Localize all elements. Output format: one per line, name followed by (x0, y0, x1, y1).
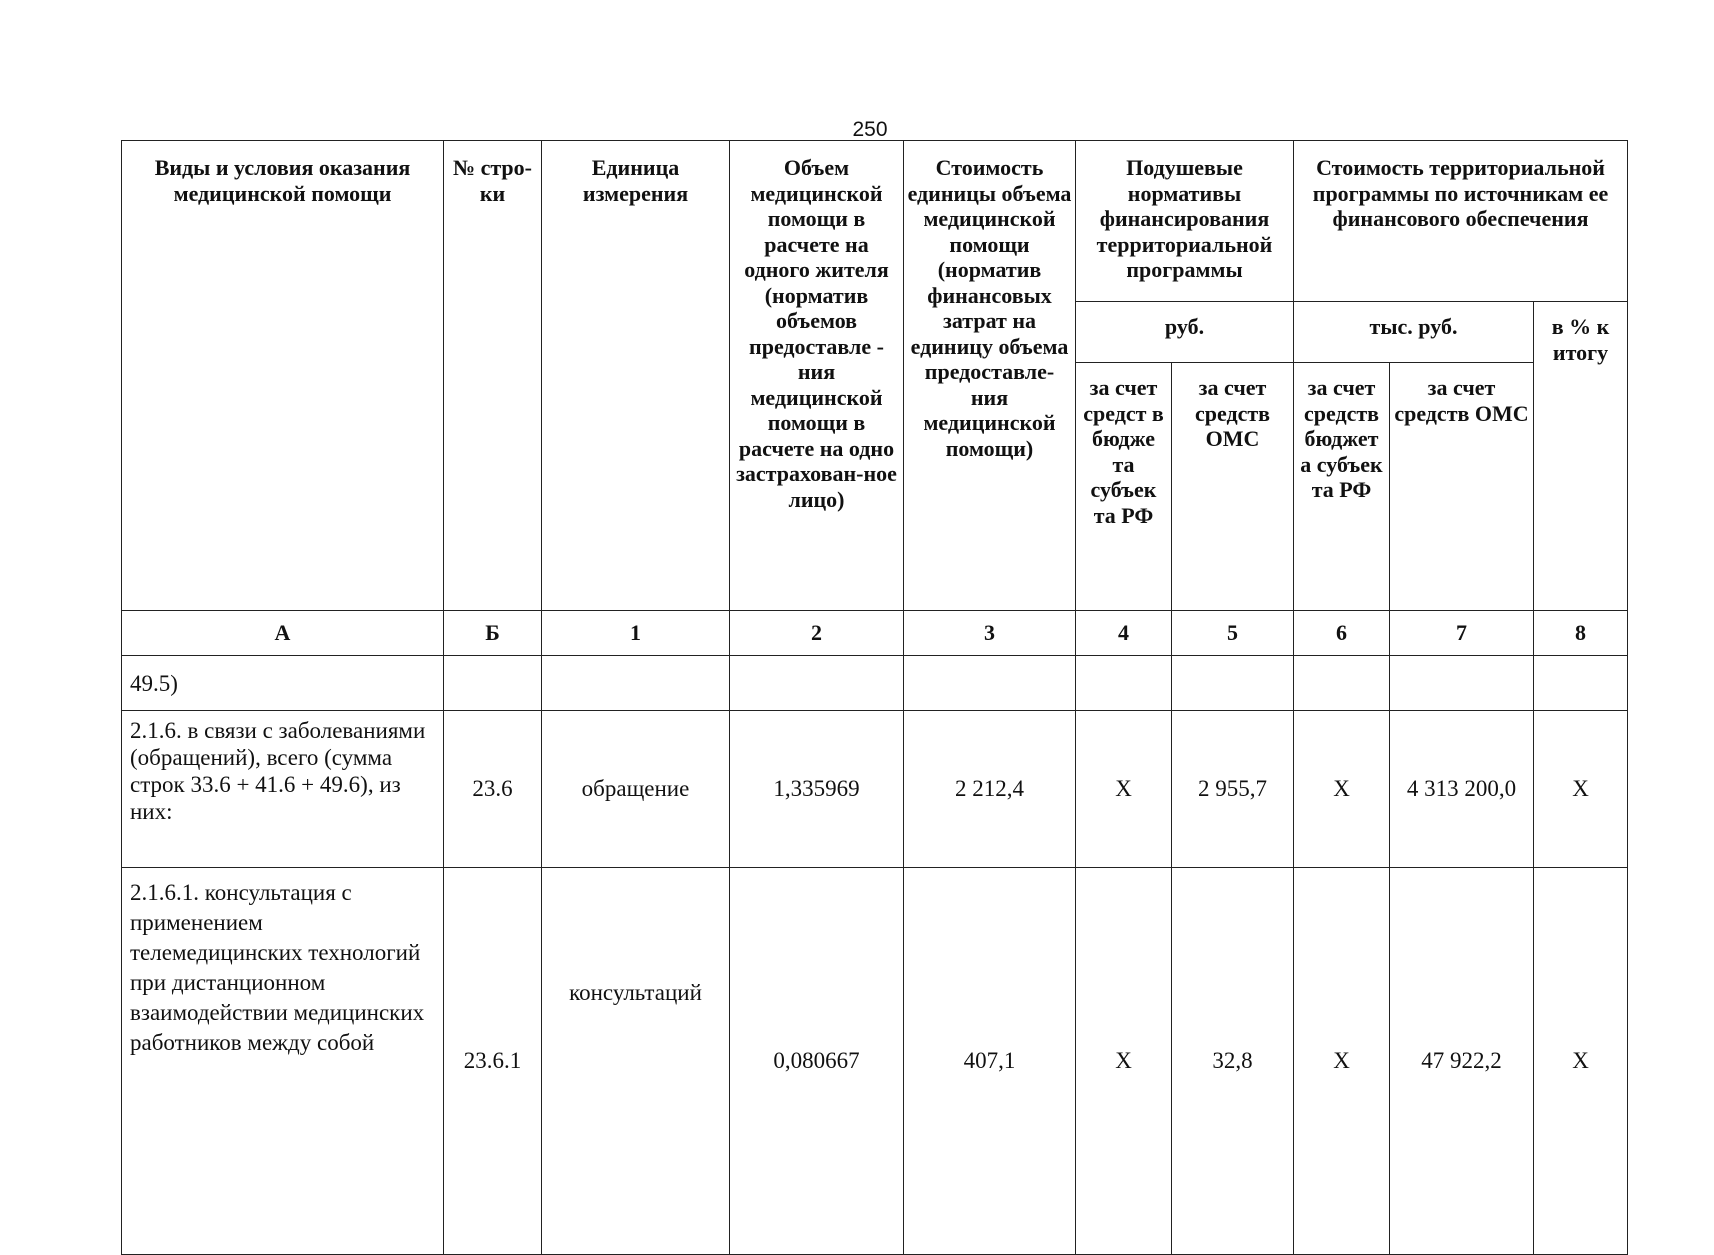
percent-value: Х (1534, 711, 1628, 868)
table-row (122, 711, 1628, 868)
volume-value: 1,335969 (730, 711, 904, 868)
per-capita-oms-value: 2 955,7 (1172, 711, 1294, 868)
header-cost-budget: за счет средств бюджет а субъек та РФ (1294, 363, 1390, 611)
header-line-number: № стро-ки (444, 141, 542, 611)
cost-oms-value: 4 313 200,0 (1390, 711, 1534, 868)
unit-of-measure: обращение (542, 711, 730, 868)
header-per-capita-group: Подушевые нормативы финансирования территориальной программы (1076, 141, 1294, 302)
per-capita-budget-value: Х (1076, 868, 1172, 1255)
header-cost-oms: за счет средств ОМС (1390, 363, 1534, 611)
column-number: Б (444, 611, 542, 656)
header-unit-cost: Стоимость единицы объема медицинской помощи (норматив финансовых затрат на единицу объема предоставле-ния медицинской помощи) (904, 141, 1076, 611)
empty-cell (904, 656, 1076, 711)
column-number: А (122, 611, 444, 656)
unit-cost-value: 407,1 (904, 868, 1076, 1255)
header-volume: Объем медицинской помощи в расчете на одного жителя (норматив объемов предоставле - ния медицинской помощи в расчете на одно застрахован-ное лицо) (730, 141, 904, 611)
unit-cost-value: 2 212,4 (904, 711, 1076, 868)
care-type-name: 2.1.6.1. консультация с применением телемедицинских технологий при дистанционном взаимодействии медицинских работников между собой (122, 868, 444, 1255)
per-capita-budget-value: Х (1076, 711, 1172, 868)
unit-of-measure: консультаций (542, 868, 730, 1255)
header-per-capita-oms: за счет средств ОМС (1172, 363, 1294, 611)
care-type-name: 2.1.6. в связи с заболеваниями (обращений), всего (сумма строк 33.6 + 41.6 + 49.6), из них: (122, 711, 444, 868)
continuation-row (122, 656, 1628, 711)
per-capita-oms-value: 32,8 (1172, 868, 1294, 1255)
continuation-text: 49.5) (122, 656, 444, 711)
empty-cell (1294, 656, 1390, 711)
empty-cell (542, 656, 730, 711)
empty-cell (1076, 656, 1172, 711)
header-program-cost-group: Стоимость территориальной программы по источникам ее финансового обеспечения (1294, 141, 1628, 302)
column-number: 4 (1076, 611, 1172, 656)
column-number: 6 (1294, 611, 1390, 656)
cost-oms-value: 47 922,2 (1390, 868, 1534, 1255)
header-per-capita-budget: за счет средст в бюдже та субъек та РФ (1076, 363, 1172, 611)
column-number: 2 (730, 611, 904, 656)
column-number-row (122, 611, 1628, 656)
column-number: 7 (1390, 611, 1534, 656)
header-unit-rub: руб. (1076, 302, 1294, 363)
percent-value: Х (1534, 868, 1628, 1255)
column-number: 1 (542, 611, 730, 656)
cost-budget-value: Х (1294, 868, 1390, 1255)
column-number: 3 (904, 611, 1076, 656)
empty-cell (1534, 656, 1628, 711)
column-number: 5 (1172, 611, 1294, 656)
header-unit-thousand-rub: тыс. руб. (1294, 302, 1534, 363)
empty-cell (730, 656, 904, 711)
program-cost-table (121, 140, 1628, 1255)
page-number: 250 (852, 118, 888, 141)
line-number: 23.6.1 (444, 868, 542, 1255)
empty-cell (1390, 656, 1534, 711)
line-number: 23.6 (444, 711, 542, 868)
header-unit: Единица измерения (542, 141, 730, 611)
header-row-1 (122, 141, 1628, 302)
header-care-types: Виды и условия оказания медицинской помощи (122, 141, 444, 611)
empty-cell (1172, 656, 1294, 711)
volume-value: 0,080667 (730, 868, 904, 1255)
column-number: 8 (1534, 611, 1628, 656)
cost-budget-value: Х (1294, 711, 1390, 868)
empty-cell (444, 656, 542, 711)
header-percent-total: в % к итогу (1534, 302, 1628, 611)
table-row (122, 868, 1628, 1255)
